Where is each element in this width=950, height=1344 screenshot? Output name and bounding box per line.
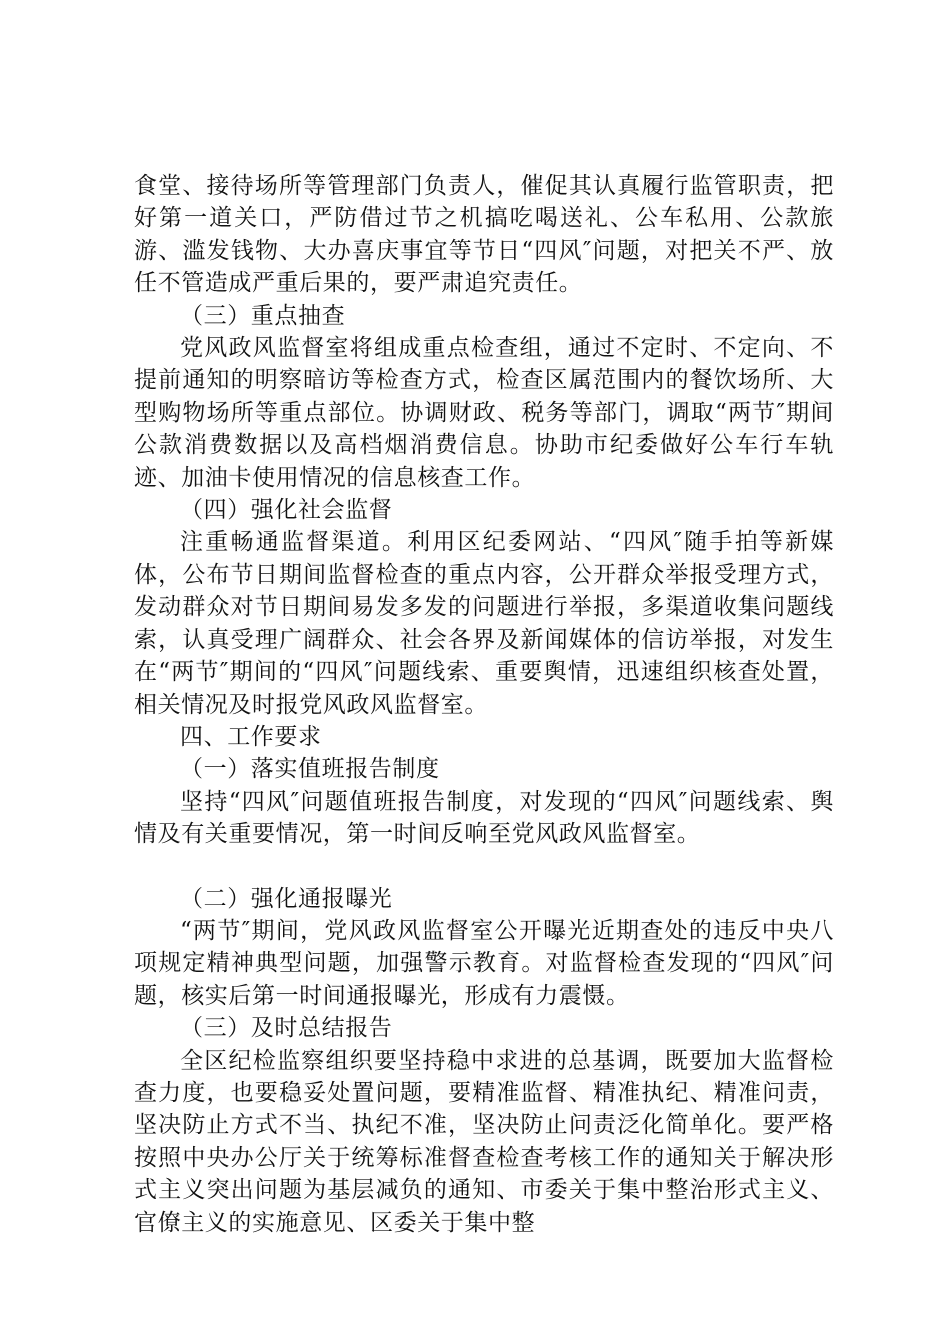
heading-work-requirements: 四、工作要求 xyxy=(180,723,322,750)
heading-key-inspection: （三）重点抽查 xyxy=(180,302,346,329)
paragraph-6: 全区纪检监察组织要坚持稳中求进的总基调，既要加大监督检查力度，也要稳妥处置问题，要精准监督、精准执纪、精准问责，坚决防止方式不当、执纪不准，坚决防止问责泛化简单化。要严格按照中央办公厅关于统筹标准督查检查考核工作的通知关于解决形式主义突出问题为基层减负的通知、市委关于集中整治形式主义、官僚主义的实施意见、区委关于集中整 xyxy=(134,1047,834,1236)
paragraph-3: 注重畅通监督渠道。利用区纪委网站、“四风″随手拍等新媒体，公布节日期间监督检查的重点内容，公开群众举报受理方式，发动群众对节日期间易发多发的问题进行举报，多渠道收集问题线索，认真受理广阔群众、社会各界及新闻媒体的信访举报，对发生在“两节″期间的“四风″问题线索、重要舆情，迅速组织核查处置，相关情况及时报党风政风监督室。 xyxy=(134,529,834,718)
paragraph-gap xyxy=(134,851,834,883)
heading-duty-report: （一）落实值班报告制度 xyxy=(180,756,440,783)
paragraph-4: 坚持“四风″问题值班报告制度，对发现的“四风″问题线索、舆情及有关重要情况，第一时间反响至党风政风监督室。 xyxy=(134,788,834,848)
paragraph-2: 党风政风监督室将组成重点检查组，通过不定时、不定向、不提前通知的明察暗访等检查方式，检查区属范围内的餐饮场所、大型购物场所等重点部位。协调财政、税务等部门，调取“两节″期间公款消费数据以及高档烟消费信息。协助市纪委做好公车行车轨迹、加油卡使用情况的信息核查工作。 xyxy=(134,335,834,491)
heading-social-supervision: （四）强化社会监督 xyxy=(180,497,393,524)
paragraph-5: “两节″期间，党风政风监督室公开曝光近期查处的违反中央八项规定精神典型问题，加强警示教育。对监督检查发现的“四风″问题，核实后第一时间通报曝光，形成有力震慑。 xyxy=(134,917,834,1009)
heading-summary-report: （三）及时总结报告 xyxy=(180,1015,393,1042)
document-page xyxy=(134,170,834,1239)
paragraph-1: 食堂、接待场所等管理部门负责人，催促其认真履行监管职责，把好第一道关口，严防借过节之机搞吃喝送礼、公车私用、公款旅游、滥发钱物、大办喜庆事宜等节日“四风″问题，对把关不严、放任不管造成严重后果的，要严肃追究责任。 xyxy=(134,173,834,297)
heading-exposure: （二）强化通报曝光 xyxy=(180,885,393,912)
